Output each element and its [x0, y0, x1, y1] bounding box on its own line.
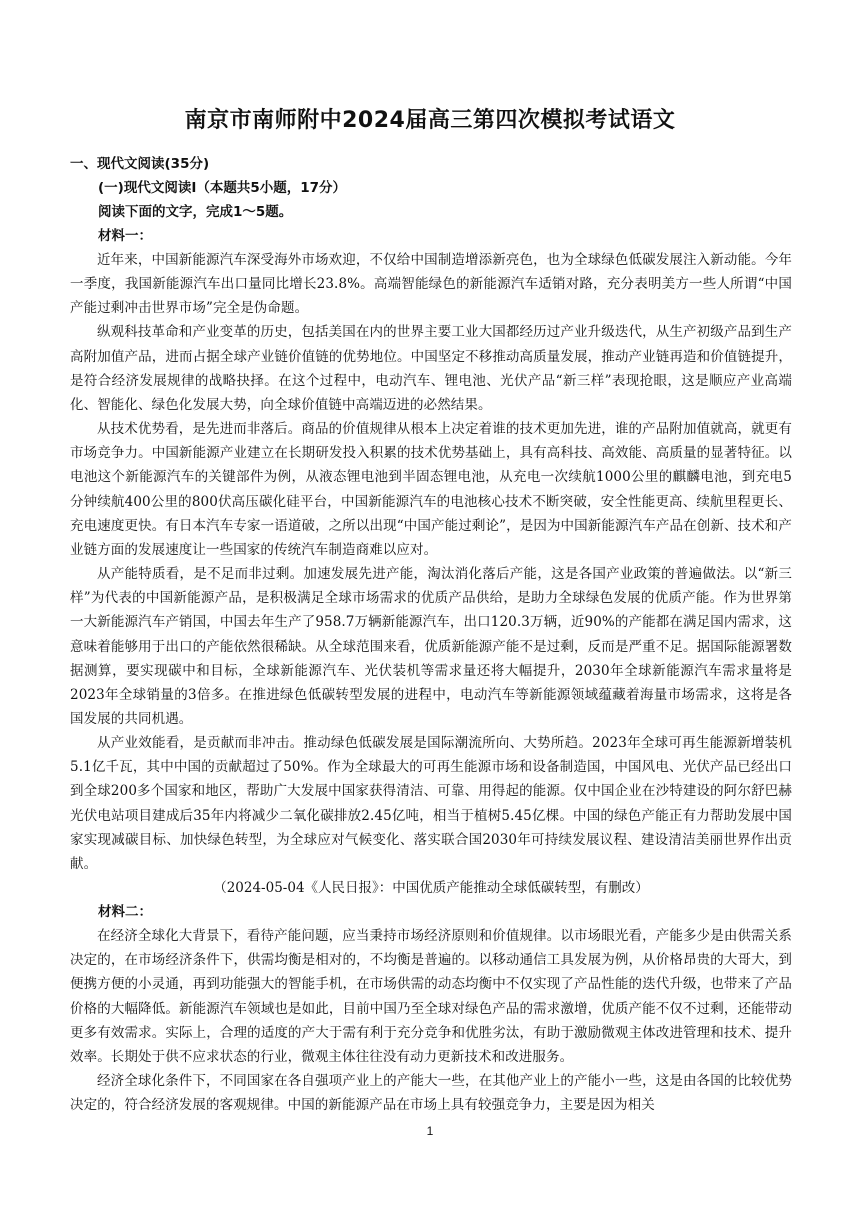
material-2-label: 材料二：: [98, 904, 152, 921]
section-heading: 一、现代文阅读(35分): [70, 156, 210, 172]
document-body: [70, 152, 792, 1117]
page-number: 1: [426, 1124, 434, 1138]
reading-instruction: 阅读下面的文字，完成1～5题。: [98, 204, 293, 220]
material-1-source: （2024-05-04《人民日报》：中国优质产能推动全球低碳转型，有删改）: [213, 880, 649, 897]
material-1-paragraph: 纵观科技革命和产业变革的历史，包括美国在内的世界主要工业大国都经历过产业升级迭代，从生产初级产品到生产高附加值产品，进而占据全球产业链价值链的优势地位。中国坚定不移推动高质量发展，推动产业链再造和价值链提升，是符合经济发展规律的战略抉择。在这个过程中，电动汽车、锂电池、光伏产品“新三样”表现抢眼，这是顺应产业高端化、智能化、绿色化发展大势，向全球价值链中高端迈进的必然结果。: [70, 324, 792, 413]
material-1-paragraph: 从产能特质看，是不足而非过剩。加速发展先进产能，淘汰消化落后产能，这是各国产业政策的普遍做法。以“新三样”为代表的中国新能源产品，是积极满足全球市场需求的优质产品供给，是助力全球绿色发展的优质产能。作为世界第一大新能源汽车产销国，中国去年生产了958.7万辆新能源汽车，出口120.3万辆，近90%的产能都在满足国内需求，这意味着能够用于出口的产能依然很稀缺。从全球范围来看，优质新能源产能不是过剩，反而是严重不足。据国际能源署数据测算，要实现碳中和目标，全球新能源汽车、光伏装机等需求量还将大幅提升，2030年全球新能源汽车需求量将是2023年全球销量的3倍多。在推进绿色低碳转型发展的进程中，电动汽车等新能源领域蕴藏着海量市场需求，这将是各国发展的共同机遇。: [70, 566, 792, 727]
page-title: 南京市南师附中2024届高三第四次模拟考试语文: [184, 108, 676, 133]
material-1-paragraph: 近年来，中国新能源汽车深受海外市场欢迎，不仅给中国制造增添新亮色，也为全球绿色低碳发展注入新动能。今年一季度，我国新能源汽车出口量同比增长23.8%。高端智能绿色的新能源汽车适销对路，充分表明美方一些人所谓“中国产能过剩冲击世界市场”完全是伪命题。: [70, 252, 792, 317]
material-1-paragraph: 从技术优势看，是先进而非落后。商品的价值规律从根本上决定着谁的技术更加先进，谁的产品附加值就高，就更有市场竞争力。中国新能源产业建立在长期研发投入积累的技术优势基础上，具有高科技、高效能、高质量的显著特征。以电池这个新能源汽车的关键部件为例，从液态锂电池到半固态锂电池，从充电一次续航1000公里的麒麟电池，到充电5分钟续航400公里的800伏高压碳化硅平台，中国新能源汽车的电池核心技术不断突破，安全性能更高、续航里程更长、充电速度更快。有日本汽车专家一语道破，之所以出现“中国产能过剩论”，是因为中国新能源汽车产品在创新、技术和产业链方面的发展速度让一些国家的传统汽车制造商难以应对。: [70, 421, 792, 558]
material-2-paragraph: 经济全球化条件下，不同国家在各自强项产业上的产能大一些，在其他产业上的产能小一些，这是由各国的比较优势决定的，符合经济发展的客观规律。中国的新能源产品在市场上具有较强竞争力，主要是因为相关: [70, 1073, 792, 1114]
material-1-paragraph: 从产业效能看，是贡献而非冲击。推动绿色低碳发展是国际潮流所向、大势所趋。2023年全球可再生能源新增装机5.1亿千瓦，其中中国的贡献超过了50%。作为全球最大的可再生能源市场和设备制造国，中国风电、光伏产品已经出口到全球200多个国家和地区，帮助广大发展中国家获得清洁、可靠、用得起的能源。仅中国企业在沙特建设的阿尔舒巴赫光伏电站项目建成后35年内将减少二氧化碳排放2.45亿吨，相当于植树5.45亿棵。中国的绿色产能正有力帮助发展中国家实现减碳目标、加快绿色转型，为全球应对气候变化、落实联合国2030年可持续发展议程、建设清洁美丽世界作出贡献。: [70, 735, 792, 872]
subsection-heading: (一)现代文阅读Ⅰ（本题共5小题，17分）: [98, 180, 347, 196]
material-1-label: 材料一：: [98, 228, 152, 244]
material-2-paragraph: 在经济全球化大背景下，看待产能问题，应当秉持市场经济原则和价值规律。以市场眼光看，产能多少是由供需关系决定的，在市场经济条件下，供需均衡是相对的，不均衡是普遍的。以移动通信工具发展为例，从价格昂贵的大哥大，到便携方便的小灵通，再到功能强大的智能手机，在市场供需的动态均衡中不仅实现了产品性能的迭代升级，也带来了产品价格的大幅降低。新能源汽车领域也是如此，目前中国乃至全球对绿色产品的需求激增，优质产能不仅不过剩，还能带动更多有效需求。实际上，合理的适度的产大于需有利于充分竞争和优胜劣汰，有助于激励微观主体改进管理和技术、提升效率。长期处于供不应求状态的行业，微观主体往往没有动力更新技术和改进服务。: [70, 928, 792, 1065]
